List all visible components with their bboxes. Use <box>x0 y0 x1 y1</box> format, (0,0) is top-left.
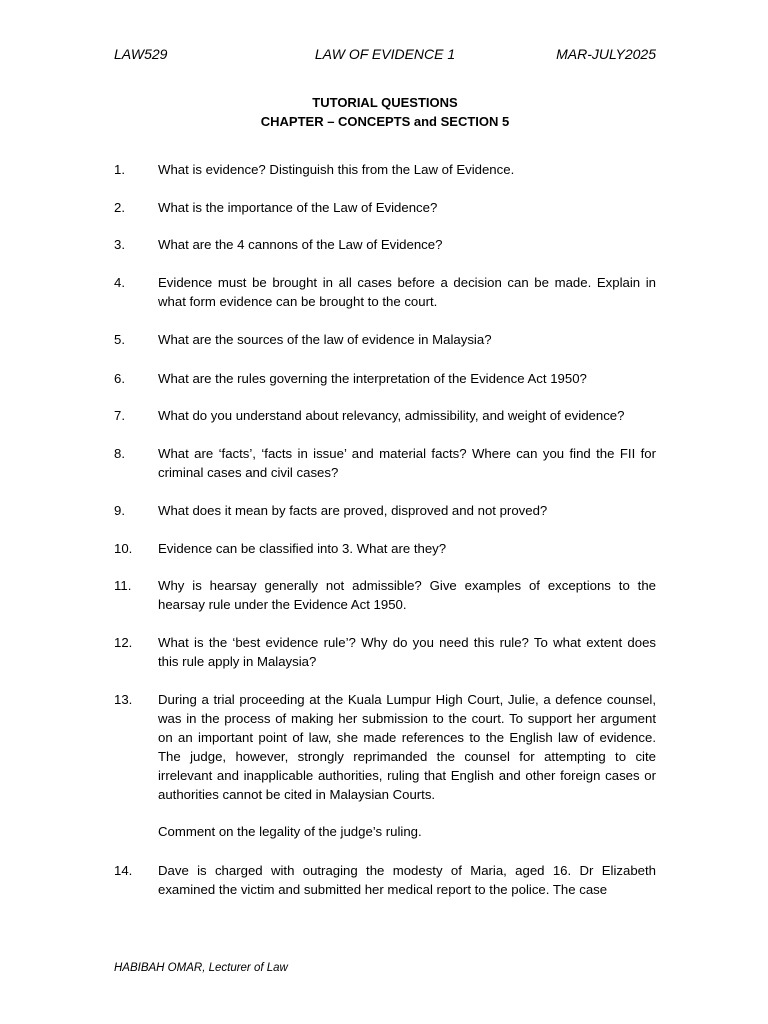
question-number: 5. <box>114 332 125 347</box>
document-subtitle: CHAPTER – CONCEPTS and SECTION 5 <box>260 114 510 129</box>
question-text: Dave is charged with outraging the modesty of Maria, aged 16. Dr Elizabeth examined the victim and submitted her medical report to the police. The case <box>158 863 656 897</box>
semester-label: MAR-JULY2025 <box>556 46 656 62</box>
question-number: 3. <box>114 237 125 252</box>
question-text: Evidence can be classified into 3. What are they? <box>158 541 447 556</box>
page-footer <box>114 962 288 974</box>
question-item <box>114 198 656 217</box>
question-text: What is the ‘best evidence rule’? Why do you need this rule? To what extent does this rule apply in Malaysia? <box>158 635 656 669</box>
question-item <box>114 539 656 558</box>
question-number: 12. <box>114 635 133 650</box>
question-item <box>114 160 656 179</box>
question-item <box>114 330 656 349</box>
question-text: What are the sources of the law of evidence in Malaysia? <box>158 332 492 347</box>
question-text: What do you understand about relevancy, admissibility, and weight of evidence? <box>158 408 625 423</box>
question-number: 10. <box>114 541 133 556</box>
question-text: What are ‘facts’, ‘facts in issue’ and material facts? Where can you find the FII for criminal cases and civil cases? <box>158 446 656 480</box>
question-number: 2. <box>114 200 125 215</box>
question-number: 13. <box>114 692 133 707</box>
question-text: What is evidence? Distinguish this from the Law of Evidence. <box>158 162 515 177</box>
question-number: 1. <box>114 162 125 177</box>
question-item <box>114 501 656 520</box>
question-comment: Comment on the legality of the judge’s ruling. <box>158 824 422 839</box>
question-number: 8. <box>114 446 125 461</box>
question-number: 9. <box>114 503 125 518</box>
question-text: Evidence must be brought in all cases before a decision can be made. Explain in what form evidence can be brought to the court. <box>158 275 656 309</box>
document-title: TUTORIAL QUESTIONS <box>312 95 458 110</box>
question-number: 11. <box>114 578 132 593</box>
question-text: What is the importance of the Law of Evidence? <box>158 200 438 215</box>
question-text: Why is hearsay generally not admissible? Give examples of exceptions to the hearsay rule under the Evidence Act 1950. <box>158 578 656 612</box>
question-item <box>114 861 656 899</box>
question-number: 7. <box>114 408 125 423</box>
question-text: What are the 4 cannons of the Law of Evidence? <box>158 237 443 252</box>
question-item <box>114 406 656 425</box>
question-item <box>114 273 656 311</box>
question-number: 4. <box>114 275 125 290</box>
question-item <box>114 369 656 388</box>
question-text: What are the rules governing the interpretation of the Evidence Act 1950? <box>158 371 587 386</box>
question-text: During a trial proceeding at the Kuala Lumpur High Court, Julie, a defence counsel, was in the process of making her submission to the court. To support her argument on an important point of law, she made references to the English law of evidence. The judge, however, strongly reprimanded the counsel for attempting to cite irrelevant and inapplicable authorities, ruling that English and other foreign cases or authorities cannot be cited in Malaysian Courts. <box>158 692 656 802</box>
author-name: HABIBAH OMAR <box>114 962 203 974</box>
question-number: 14. <box>114 863 133 878</box>
question-item <box>114 633 656 671</box>
question-item <box>114 576 656 614</box>
question-item <box>114 444 656 482</box>
question-item <box>114 690 656 804</box>
course-title: LAW OF EVIDENCE 1 <box>314 46 456 62</box>
question-text: What does it mean by facts are proved, disproved and not proved? <box>158 503 548 518</box>
course-code: LAW529 <box>114 46 168 62</box>
question-item <box>114 235 656 254</box>
page-header <box>114 46 656 66</box>
author-role: , Lecturer of Law <box>202 962 288 974</box>
question-number: 6. <box>114 371 125 386</box>
